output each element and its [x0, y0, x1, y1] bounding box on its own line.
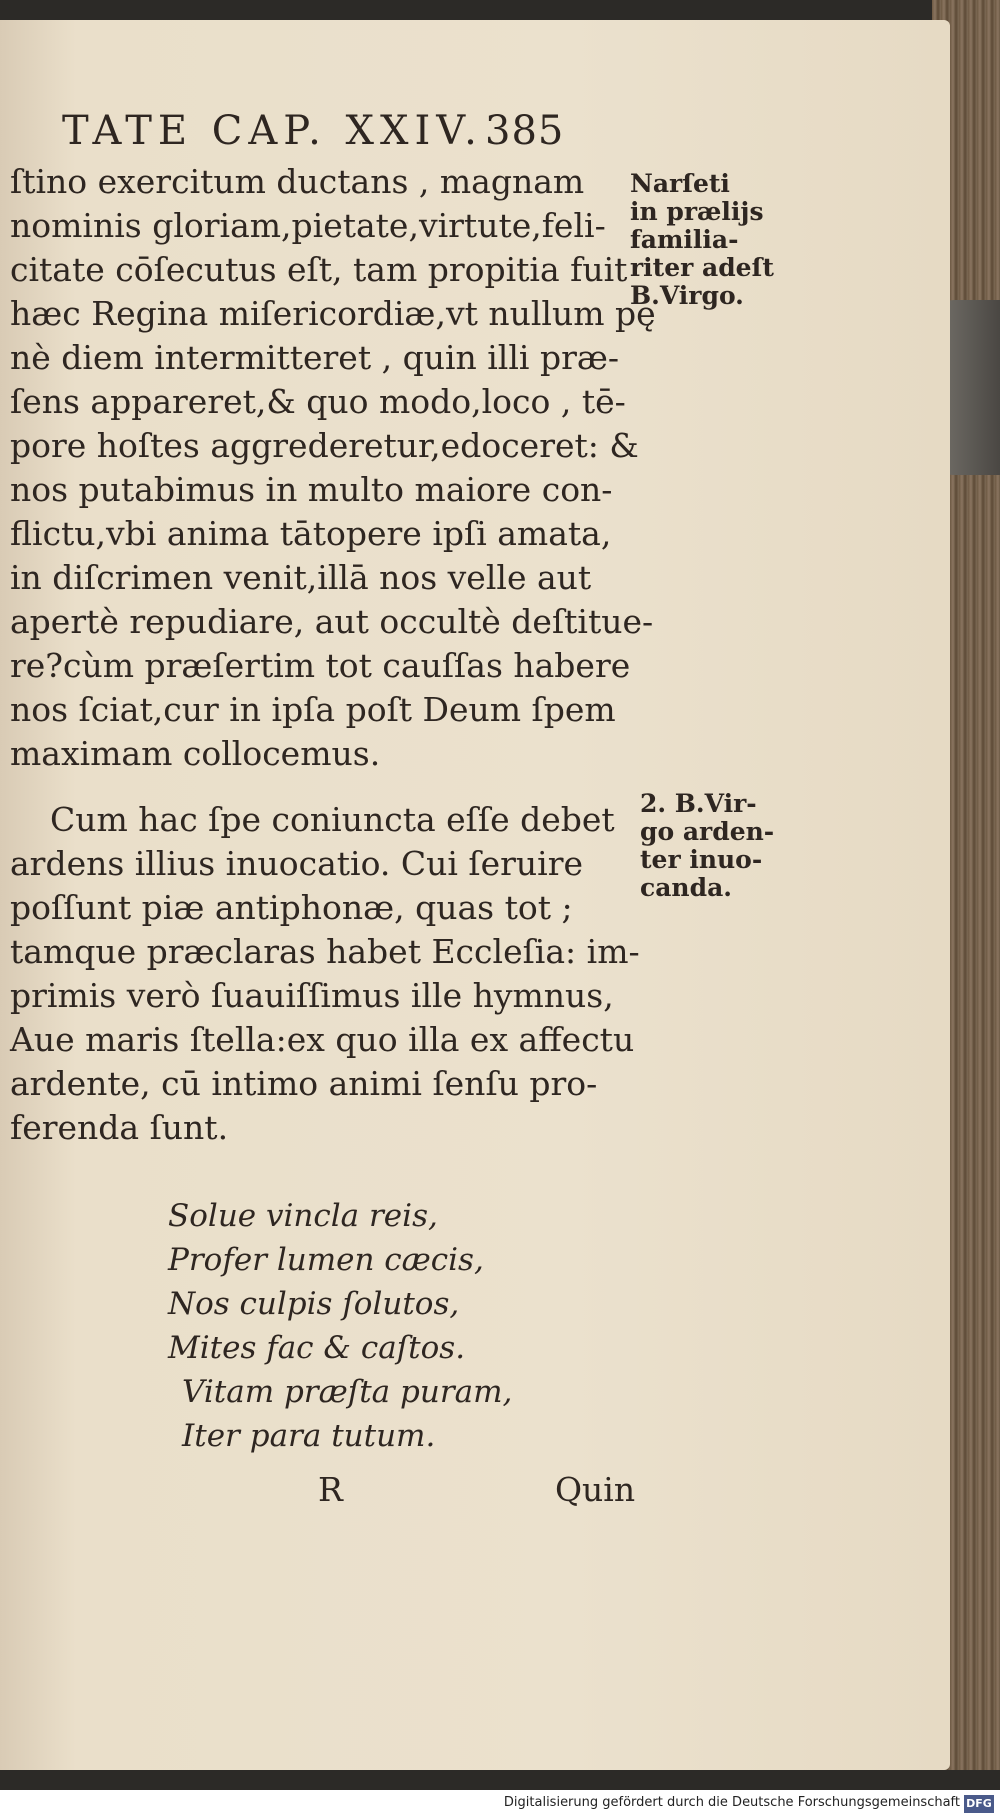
verse-line: Iter para tutum. — [182, 1418, 436, 1454]
verse-line: Profer lumen cæcis, — [168, 1242, 484, 1278]
body-line: citate cōſecutus eſt, tam propitia fuit — [10, 250, 628, 289]
margin-note-line: B.Virgo. — [630, 281, 744, 310]
body-line: pore hoſtes aggrederetur,edoceret: & — [10, 426, 639, 465]
signature-mark: R — [318, 1470, 343, 1509]
body-line: primis verò ſuauiſſimus ille hymnus, — [10, 976, 614, 1015]
footer-credit: Digitalisierung gefördert durch die Deutsche Forschungsgemeinschaft — [503, 1795, 960, 1810]
body-line: ferenda ſunt. — [10, 1108, 229, 1147]
body-line: re?cùm præſertim tot cauſſas habere — [10, 646, 631, 685]
body-line: maximam collocemus. — [10, 734, 381, 773]
verse-line: Nos culpis ſolutos, — [168, 1286, 460, 1322]
body-line: ardente, cū intimo animi ſenſu pro- — [10, 1064, 598, 1103]
margin-note-line: 2. B.Vir- — [640, 789, 757, 818]
verse-line: Solue vincla reis, — [168, 1198, 438, 1234]
margin-note-line: riter adeſt — [630, 253, 774, 282]
margin-note-line: in prælijs — [630, 197, 764, 226]
body-line: nos putabimus in multo maiore con- — [10, 470, 613, 509]
margin-note-line: Narſeti — [630, 169, 730, 198]
verse-line: Vitam præſta puram, — [182, 1374, 513, 1410]
body-line: in diſcrimen venit,illā nos velle aut — [10, 558, 592, 597]
body-line: flictu,vbi anima tātopere ipſi amata, — [10, 514, 612, 553]
footer-bar — [0, 1790, 1000, 1820]
margin-note-line: go arden- — [640, 817, 775, 846]
running-title: TATE CAP. XXIV. — [62, 108, 483, 154]
body-line: nè diem intermitteret , quin illi præ- — [10, 338, 620, 377]
book-page — [0, 20, 950, 1770]
dfg-logo-icon: DFG — [964, 1795, 994, 1813]
body-line: tamque præclaras habet Eccleſia: im- — [10, 932, 640, 971]
margin-note-line: ter inuo- — [640, 845, 763, 874]
body-line: ardens illius inuocatio. Cui ſeruire — [10, 844, 584, 883]
margin-note-line: familia- — [630, 225, 739, 254]
body-line: hæc Regina miſericordiæ,vt nullum pę — [10, 294, 656, 333]
body-line: Cum hac ſpe coniuncta eſſe debet — [50, 800, 615, 839]
page-number: 385 — [485, 108, 565, 154]
body-line: ſtino exercitum ductans , magnam — [10, 162, 585, 201]
body-line: nos ſciat,cur in ipſa poſt Deum ſpem — [10, 690, 616, 729]
body-line: apertè repudiare, aut occultè deſtitue- — [10, 602, 654, 641]
verse-line: Mites fac & caſtos. — [168, 1330, 466, 1366]
body-line: ſens appareret,& quo modo,loco , tē- — [10, 382, 626, 421]
body-line: nominis gloriam,pietate,virtute,feli- — [10, 206, 606, 245]
catchword: Quin — [555, 1470, 636, 1509]
body-line: Aue maris ſtella:ex quo illa ex affectu — [10, 1020, 635, 1059]
body-line: poſſunt piæ antiphonæ, quas tot ; — [10, 888, 573, 927]
margin-note-line: canda. — [640, 873, 732, 902]
